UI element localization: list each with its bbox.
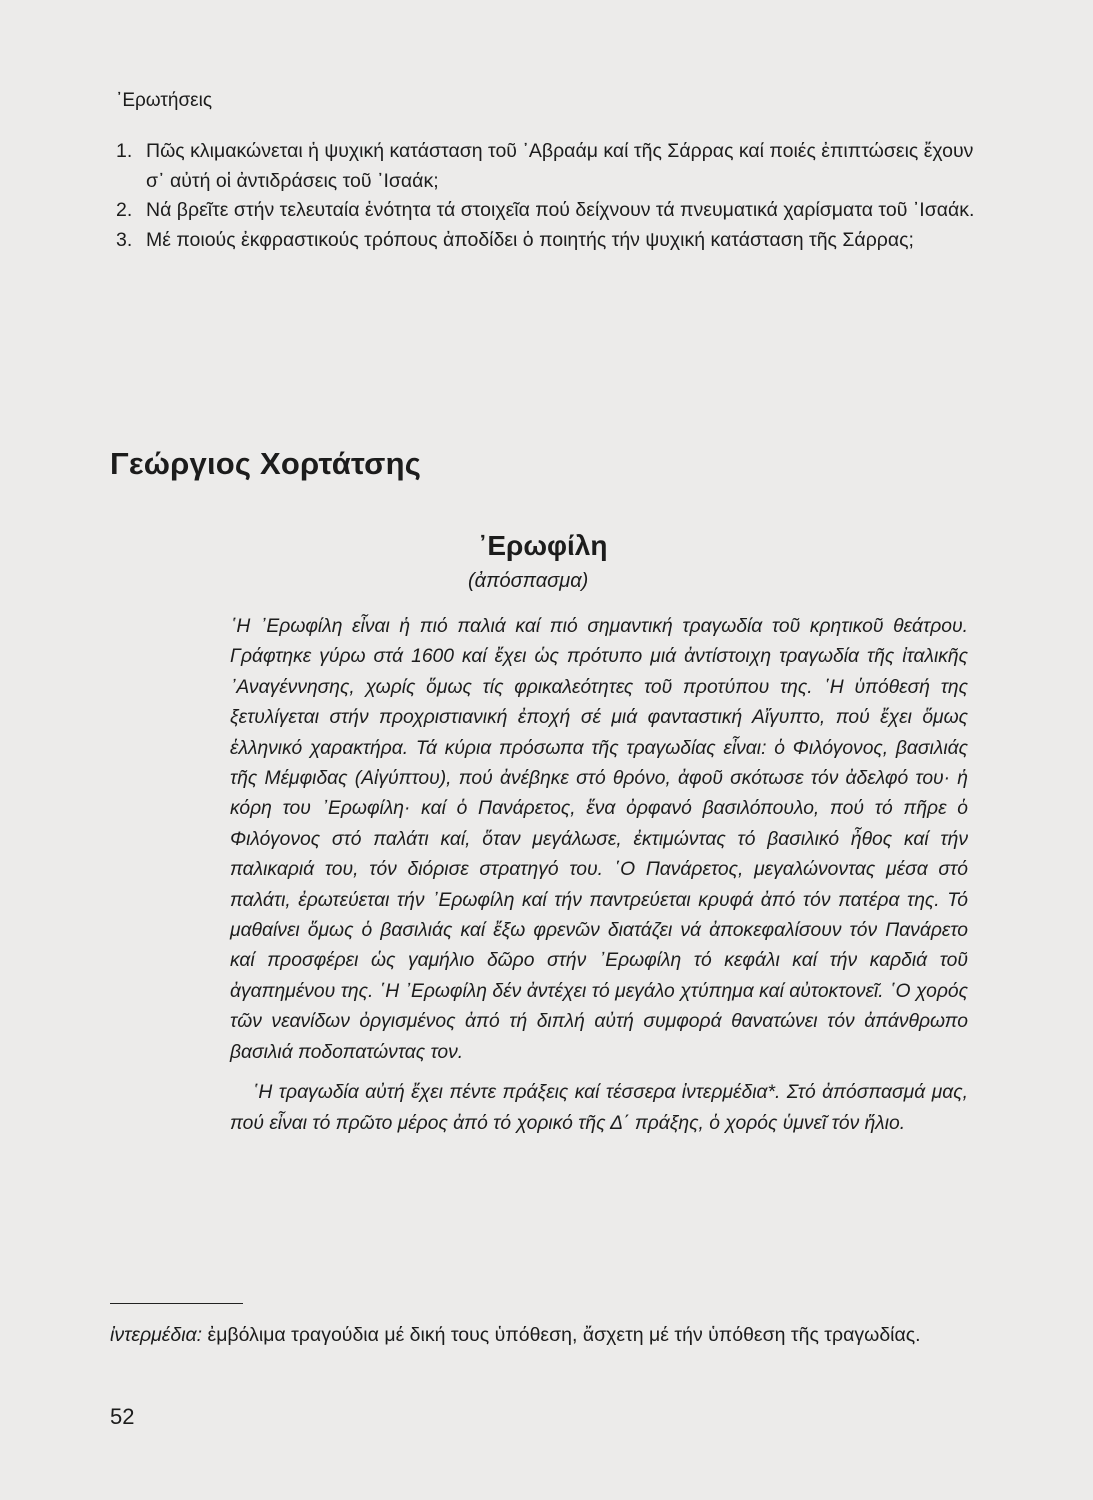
- introduction-text: [230, 612, 968, 1139]
- questions-heading: ᾿Ερωτήσεις: [116, 90, 213, 111]
- page-number: 52: [110, 1404, 135, 1429]
- footnote-divider: [110, 1303, 243, 1304]
- work-subtitle: (ἀπόσπασμα): [468, 570, 589, 592]
- footnote-term: ἰντερμέδια:: [110, 1324, 203, 1346]
- question-number: 2.: [116, 199, 133, 221]
- question-text: Νά βρεῖτε στήν τελευταία ἑνότητα τά στοιχεῖα πού δείχνουν τά πνευματικά χαρίσματα τοῦ ᾿Ισαάκ.: [146, 199, 975, 221]
- question-number: 3.: [116, 228, 133, 251]
- work-title: ᾿Ερωφίλη: [478, 530, 608, 561]
- question-number: 1.: [116, 140, 133, 162]
- author-name: Γεώργιος Χορτάτσης: [110, 446, 422, 481]
- question-item: [116, 226, 986, 256]
- footnote: [110, 1320, 1014, 1350]
- question-item: [116, 196, 986, 226]
- footnote-definition: ἐμβόλιμα τραγούδια μέ δική τους ὑπόθεση, ἄσχετη μέ τήν ὑπόθεση τῆς τραγωδίας.: [202, 1324, 921, 1346]
- question-text: Μέ ποιούς ἐκφραστικούς τρόπους ἀποδίδει ὁ ποιητής τήν ψυχική κατάσταση τῆς Σάρρας;: [146, 228, 914, 251]
- question-item: [116, 137, 986, 196]
- intro-paragraph-2: ῾Η τραγωδία αὐτή ἔχει πέντε πράξεις καί τέσσερα ἰντερμέδια*. Στό ἀπόσπασμά μας, πού εἶναι τό πρῶτο μέρος ἀπό τό χορικό τῆς Δ΄ πράξης, ὁ χορός ὑμνεῖ τόν ἥλιο.: [230, 1082, 968, 1134]
- question-text: Πῶς κλιμακώνεται ἡ ψυχική κατάσταση τοῦ ᾿Αβραάμ καί τῆς Σάρρας καί ποιές ἐπιπτώσεις ἔχουν σ᾿ αὐτή οἱ ἀντιδράσεις τοῦ ᾿Ισαάκ;: [146, 140, 974, 192]
- questions-list: [116, 137, 986, 255]
- intro-paragraph-1: ῾Η ᾿Ερωφίλη εἶναι ἡ πιό παλιά καί πιό σημαντική τραγωδία τοῦ κρητικοῦ θεάτρου. Γράφτηκε γύρω στά 1600 καί ἔχει ὡς πρότυπο μιά ἀντίστοιχη τραγωδία τῆς ἰταλικῆς ᾿Αναγέννησης, χωρίς ὅμως τίς φρικαλεότητες τοῦ προτύπου της. ῾Η ὑπόθεσή της ξετυλίγεται στήν προχριστιανική ἐποχή σέ μιά φανταστική Αἴγυπτο, πού ἔχει ὅμως ἑλληνικό χαρακτήρα. Τά κύρια πρόσωπα τῆς τραγωδίας εἶναι: ὁ Φιλόγονος, βασιλιάς τῆς Μέμφιδας (Αἰγύπτου), πού ἀνέβηκε στό θρόνο, ἀφοῦ σκότωσε τόν ἀδελφό του· ἡ κόρη του ᾿Ερωφίλη· καί ὁ Πανάρετος, ἕνα ὀρφανό βασιλόπουλο, πού τό πῆρε ὁ Φιλόγονος στό παλάτι καί, ὅταν μεγάλωσε, ἐκτιμώντας τό βασιλικό ἦθος καί τήν παλικαριά του, τόν διόρισε στρατηγό του. ῾Ο Πανάρετος, μεγαλώνοντας μέσα στό παλάτι, ἐρωτεύεται τήν ᾿Ερωφίλη καί τήν παντρεύεται κρυφά ἀπό τόν πατέρα της. Τό μαθαίνει ὅμως ὁ βασιλιάς καί ἔξω φρενῶν διατάζει νά ἀποκεφαλίσουν τόν Πανάρετο καί προσφέρει ὡς γαμήλιο δῶρο στήν ᾿Ερωφίλη τό κεφάλι καί τήν καρδιά τοῦ ἀγαπημένου της. ῾Η ᾿Ερωφίλη δέν ἀντέχει τό μεγάλο χτύπημα καί αὐτοκτονεῖ. ῾Ο χορός τῶν νεανίδων ὀργισμένος ἀπό τή διπλή αὐτή συμφορά θανατώνει τόν ἀπάνθρωπο βασιλιά ποδοπατώντας τον.: [230, 616, 968, 1063]
